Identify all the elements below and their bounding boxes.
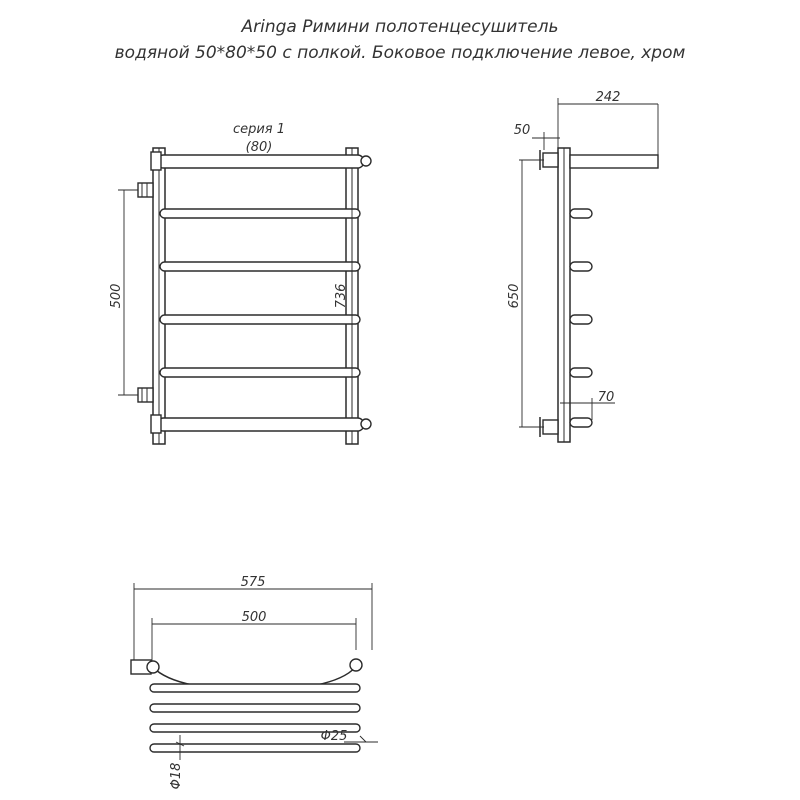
bottom-left-cap [151,415,161,433]
left-top-cap [147,661,159,673]
top-view [131,575,378,789]
dim-side-height: 650 [507,283,522,309]
dim-wall-offset: 50 [513,123,531,138]
dim-depth-total: 242 [595,90,621,105]
title-line-1: Aringa Римини полотенцесушитель [241,17,559,37]
side-view [507,90,658,442]
dim-total-height: 736 [334,283,349,309]
side-rung [570,368,592,377]
bottom-rail [157,418,364,431]
dim-bar-diameter: Φ18 [169,762,184,790]
top-rail [157,155,364,168]
top-left-cap [151,152,161,170]
series-label: серия 1 [232,122,286,137]
front-rung [160,262,360,271]
front-view [109,122,371,444]
dim-tube-diameter: Φ25 [320,729,348,744]
top-right-cap [361,156,371,166]
title-line-2: водяной 50*80*50 с полкой. Боковое подключение левое, хром [114,43,686,63]
side-rung [570,209,592,218]
dim-connection-height: 500 [109,283,124,309]
dim-total-width: 575 [240,575,266,590]
dim-bar-offset: 70 [597,390,615,405]
dim-connection-width: 500 [241,610,267,625]
side-rung [570,315,592,324]
top-rung [150,704,360,712]
lower-connection-fitting [138,388,153,402]
front-rung [160,368,360,377]
lower-side-fitting [543,420,558,434]
upper-side-fitting [543,153,558,167]
top-rung [150,684,360,692]
bottom-right-cap [361,419,371,429]
series-size-label: (80) [245,140,273,155]
side-rung [570,262,592,271]
shelf-arm [570,155,658,168]
upper-connection-fitting [138,183,153,197]
front-rung [160,209,360,218]
front-rung [160,315,360,324]
side-rungs [570,209,592,427]
side-rung [570,418,592,427]
right-top-cap [350,659,362,671]
front-rungs [160,209,360,377]
